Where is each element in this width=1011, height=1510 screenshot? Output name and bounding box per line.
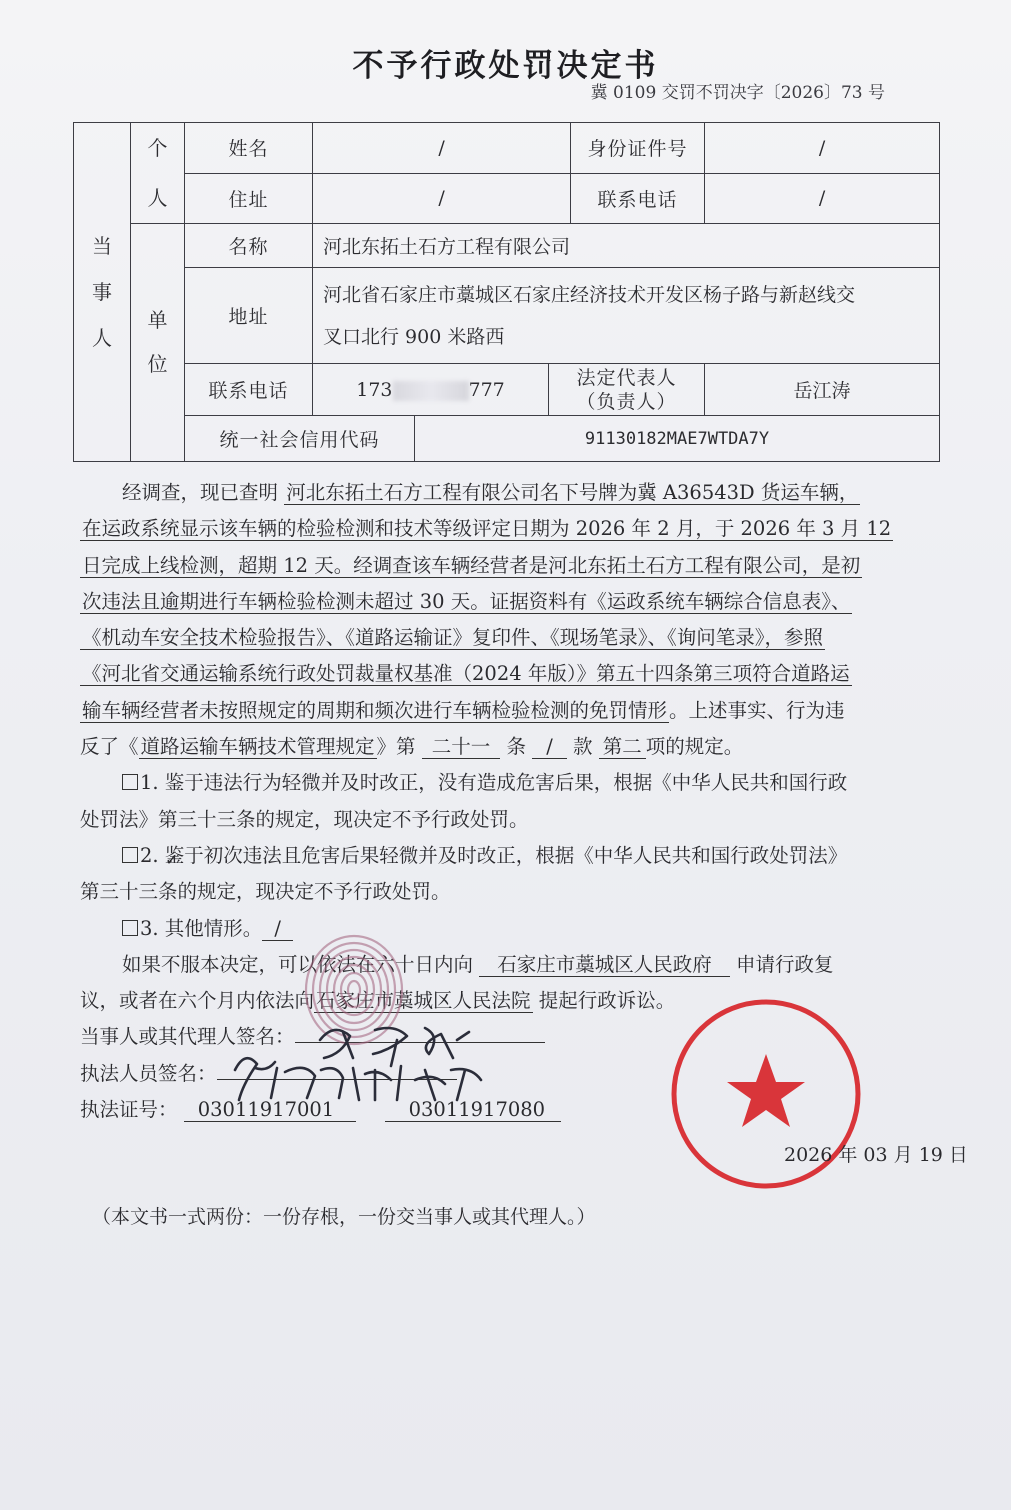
appeal-text-1: 如果不服本决定，可以依法在六十日内向 — [122, 952, 474, 976]
review-authority: 石家庄市藁城区人民政府 — [479, 953, 730, 977]
option-3-checkbox[interactable] — [122, 920, 138, 936]
option-2-text: 2. 鉴于初次违法且危害后果轻微并及时改正，根据《中华人民共和国行政处罚法》 — [140, 843, 848, 867]
id-label: 身份证件号 — [571, 123, 705, 174]
facts-line-2 — [80, 511, 960, 547]
clause-number: / — [532, 735, 567, 759]
facts-intro: 经调查，现已查明 — [122, 481, 279, 504]
cert-number-1: 03011917001 — [184, 1098, 356, 1122]
document-title: 不予行政处罚决定书 — [352, 48, 659, 84]
facts-text-6: 《河北省交通运输系统行政处罚裁量权基准（2024 年版）》第五十四条第三项符合道路运 — [82, 662, 850, 686]
facts-text-3: 日完成上线检测，超期 12 天。经调查该车辆经营者是河北东拓土石方工程有限公司，是初 — [82, 553, 861, 577]
facts-text-2: 在运政系统显示该车辆的检验检测和技术等级评定日期为 2026 年 2 月，于 2026 年 3 月 12 — [82, 517, 892, 541]
facts-text-1: 河北东拓土石方工程有限公司名下号牌为冀 A36543D 货运车辆， — [286, 481, 859, 504]
violation-line — [80, 729, 960, 765]
unit-phone-prefix: 173 — [356, 378, 393, 401]
option-2-checkbox[interactable] — [122, 847, 138, 863]
individual-text: 个人 — [147, 136, 168, 210]
unit-address-value — [313, 268, 940, 364]
facts-line-1 — [80, 475, 960, 511]
unit-label — [131, 224, 185, 462]
appeal-text-3: 议，或者在六个月内依法向 — [80, 989, 315, 1013]
facts-line-5 — [80, 620, 960, 656]
facts-text-5: 《机动车安全技术检验报告》、《道路运输证》复印件、《现场笔录》、《询问笔录》，参照 — [82, 626, 824, 650]
unit-text: 单位 — [147, 308, 168, 376]
redaction-blur — [393, 381, 469, 401]
unit-name-label: 名称 — [185, 224, 313, 268]
party-group-label — [74, 123, 131, 462]
regulation-name: 道路运输车辆技术管理规定 — [140, 735, 375, 759]
item-number: 第二 — [599, 735, 646, 759]
document-number: 冀 0109 交罚不罚决字〔2026〕73 号 — [590, 83, 885, 103]
copies-note: （本文书一式两份：一份存根，一份交当事人或其代理人。） — [92, 1206, 596, 1228]
facts-line-6 — [80, 656, 960, 692]
cert-number-2: 03011917080 — [385, 1098, 561, 1122]
option-1 — [80, 765, 960, 801]
unit-address-line1: 河北省石家庄市藁城区石家庄经济技术开发区杨子路与新赵线交 — [323, 283, 856, 306]
officer-signature-label: 执法人员签名： — [80, 1061, 217, 1085]
violation-mid-2: 条 — [506, 735, 526, 759]
phone-value: / — [705, 173, 940, 224]
legal-rep-value: 岳江涛 — [705, 364, 940, 416]
unit-phone-label: 联系电话 — [185, 364, 313, 416]
violation-end: 项的规定。 — [645, 735, 744, 759]
individual-label — [131, 123, 185, 224]
option-3-text: 3. 其他情形。 — [140, 916, 263, 940]
credit-code-value: 91130182MAE7WTDA7Y — [415, 416, 940, 462]
address-value: / — [313, 173, 571, 224]
party-info-table — [73, 122, 940, 462]
facts-text-7: 输车辆经营者未按照规定的周期和频次进行车辆检验检测的免罚情形 — [82, 698, 668, 722]
facts-line-7 — [80, 693, 960, 729]
violation-mid-3: 款 — [572, 735, 593, 759]
name-label: 姓名 — [185, 123, 313, 174]
unit-address-label: 地址 — [185, 268, 313, 364]
violation-prefix: 反了《 — [80, 735, 139, 759]
party-group-text: 当事人 — [92, 234, 112, 350]
credit-code-label: 统一社会信用代码 — [185, 416, 415, 462]
facts-tail: 。上述事实、行为违 — [669, 698, 845, 722]
option-1-checkbox[interactable] — [122, 774, 138, 790]
option-1-text: 1. 鉴于违法行为轻微并及时改正，没有造成危害后果，根据《中华人民共和国行政 — [140, 771, 848, 795]
decision-date: 2026 年 03 月 19 日 — [784, 1144, 968, 1166]
option-2 — [80, 838, 960, 874]
option-1-cont: 处罚法》第三十三条的规定，现决定不予行政处罚。 — [80, 807, 529, 831]
appeal-line-1 — [80, 947, 960, 983]
id-value: / — [705, 123, 940, 174]
option-3 — [80, 911, 960, 947]
officer-signature-field[interactable] — [217, 1079, 457, 1080]
violation-mid-1: 》第 — [376, 735, 416, 759]
party-signature-label: 当事人或其代理人签名： — [80, 1025, 295, 1049]
article-number: 二十一 — [422, 735, 501, 759]
unit-phone-suffix: 777 — [468, 378, 505, 401]
address-label: 住址 — [185, 173, 313, 224]
option-3-value: / — [262, 917, 293, 941]
facts-text-4: 次违法且逾期进行车辆检验检测未超过 30 天。证据资料有《运政系统车辆综合信息表》、 — [82, 589, 851, 613]
phone-label: 联系电话 — [571, 173, 705, 224]
appeal-text-2: 申请行政复 — [735, 952, 834, 976]
unit-name-value: 河北东拓土石方工程有限公司 — [313, 224, 940, 268]
legal-rep-label-line2: （负责人） — [576, 390, 677, 413]
facts-line-4 — [80, 584, 960, 620]
court-name: 石家庄市藁城区人民法院 — [316, 989, 531, 1013]
cert-number-label: 执法证号： — [80, 1098, 178, 1122]
fingerprint-mark — [300, 930, 408, 1048]
facts-line-3 — [80, 548, 960, 584]
legal-rep-label-line1: 法定代表人 — [576, 366, 677, 389]
option-2-cont: 第三十三条的规定，现决定不予行政处罚。 — [80, 880, 451, 904]
name-value: / — [313, 123, 571, 174]
legal-rep-label — [549, 364, 705, 416]
unit-phone-value — [313, 364, 549, 416]
appeal-text-4: 提起行政诉讼。 — [538, 989, 676, 1013]
unit-address-line2: 叉口北行 900 米路西 — [323, 325, 505, 348]
